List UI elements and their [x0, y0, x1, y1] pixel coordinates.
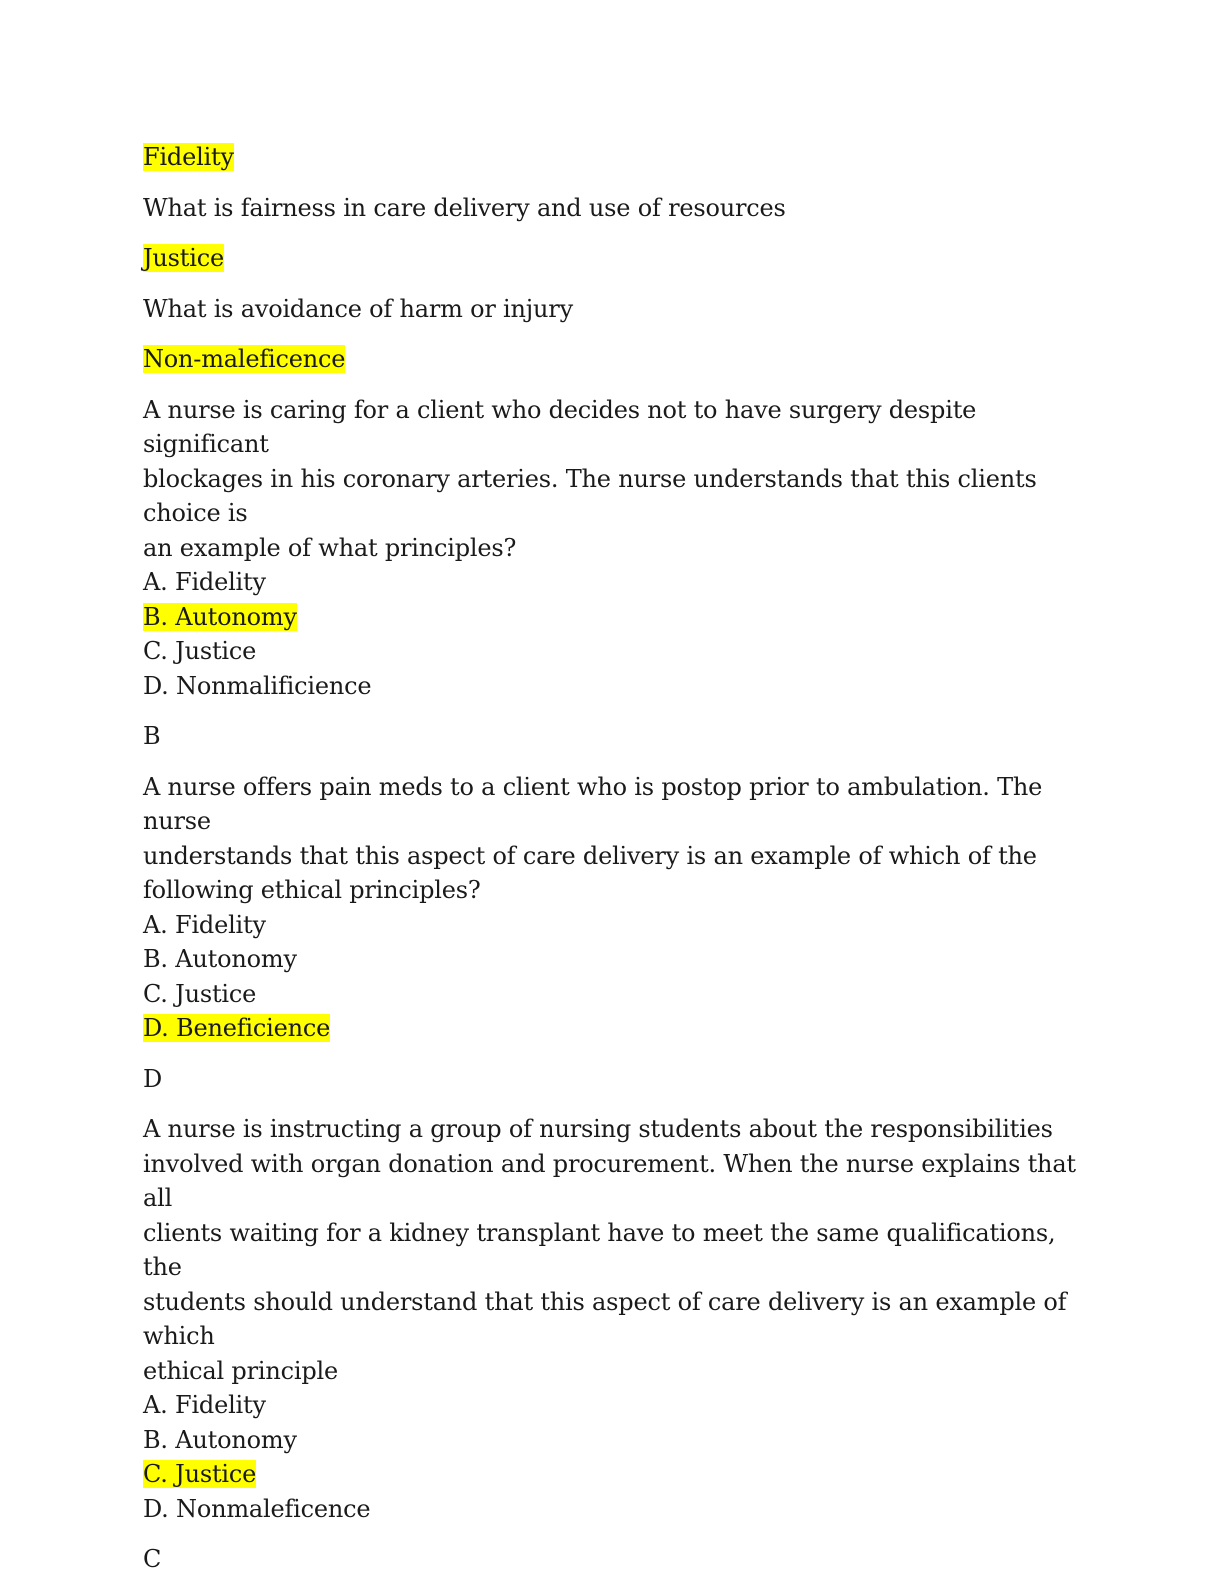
option-b: B. Autonomy: [143, 1425, 297, 1454]
answer-nonmaleficence: [143, 342, 1083, 377]
highlighted-option: D. Beneficience: [143, 1014, 331, 1042]
answer-fidelity: [143, 140, 1083, 175]
question-organ-donation-block: [143, 1112, 1083, 1526]
option-d: D. Nonmalificience: [143, 671, 372, 700]
question-line: an example of what principles?: [143, 533, 517, 562]
option-c: [143, 1457, 1083, 1492]
option-c: C. Justice: [143, 979, 257, 1008]
answer-letter: C: [143, 1545, 162, 1573]
question-line: students should understand that this aspect of care delivery is an example of which: [143, 1287, 1067, 1350]
highlighted-option: C. Justice: [143, 1460, 257, 1488]
question-line: A nurse is caring for a client who decides not to have surgery despite significant: [143, 395, 977, 458]
answer-letter: B: [143, 722, 161, 750]
option-d: [143, 1011, 1083, 1046]
question-line: A nurse offers pain meds to a client who is postop prior to ambulation. The nurse: [143, 772, 1043, 835]
question-nonmaleficence: What is avoidance of harm or injury: [143, 294, 573, 323]
option-b: [143, 600, 1083, 635]
option-a: A. Fidelity: [143, 568, 266, 596]
answer-justice: [143, 241, 1083, 276]
question-line: ethical principle: [143, 1356, 338, 1385]
option-a: A. Fidelity: [143, 910, 266, 939]
option-d: D. Nonmaleficence: [143, 1494, 371, 1523]
option-c: C. Justice: [143, 637, 257, 665]
highlighted-option: B. Autonomy: [143, 602, 297, 631]
highlighted-answer: Fidelity: [143, 143, 234, 171]
question-autonomy-block: [143, 393, 1083, 704]
answer-letter: D: [143, 1064, 163, 1093]
option-b: B. Autonomy: [143, 945, 297, 973]
question-line: understands that this aspect of care delivery is an example of which of the: [143, 841, 1037, 870]
question-line: clients waiting for a kidney transplant have to meet the same qualifications, the: [143, 1218, 1056, 1281]
question-line: blockages in his coronary arteries. The nurse understands that this clients choice is: [143, 464, 1037, 527]
option-a: A. Fidelity: [143, 1391, 266, 1419]
question-beneficence-block: [143, 770, 1083, 1046]
highlighted-answer: Justice: [143, 244, 224, 272]
question-line: involved with organ donation and procurement. When the nurse explains that all: [143, 1149, 1076, 1212]
highlighted-answer: Non-maleficence: [143, 345, 346, 373]
question-line: following ethical principles?: [143, 876, 481, 904]
question-line: A nurse is instructing a group of nursing students about the responsibilities: [143, 1115, 1053, 1143]
question-justice: What is fairness in care delivery and use of resources: [143, 193, 786, 222]
document-page: [143, 140, 1083, 1593]
